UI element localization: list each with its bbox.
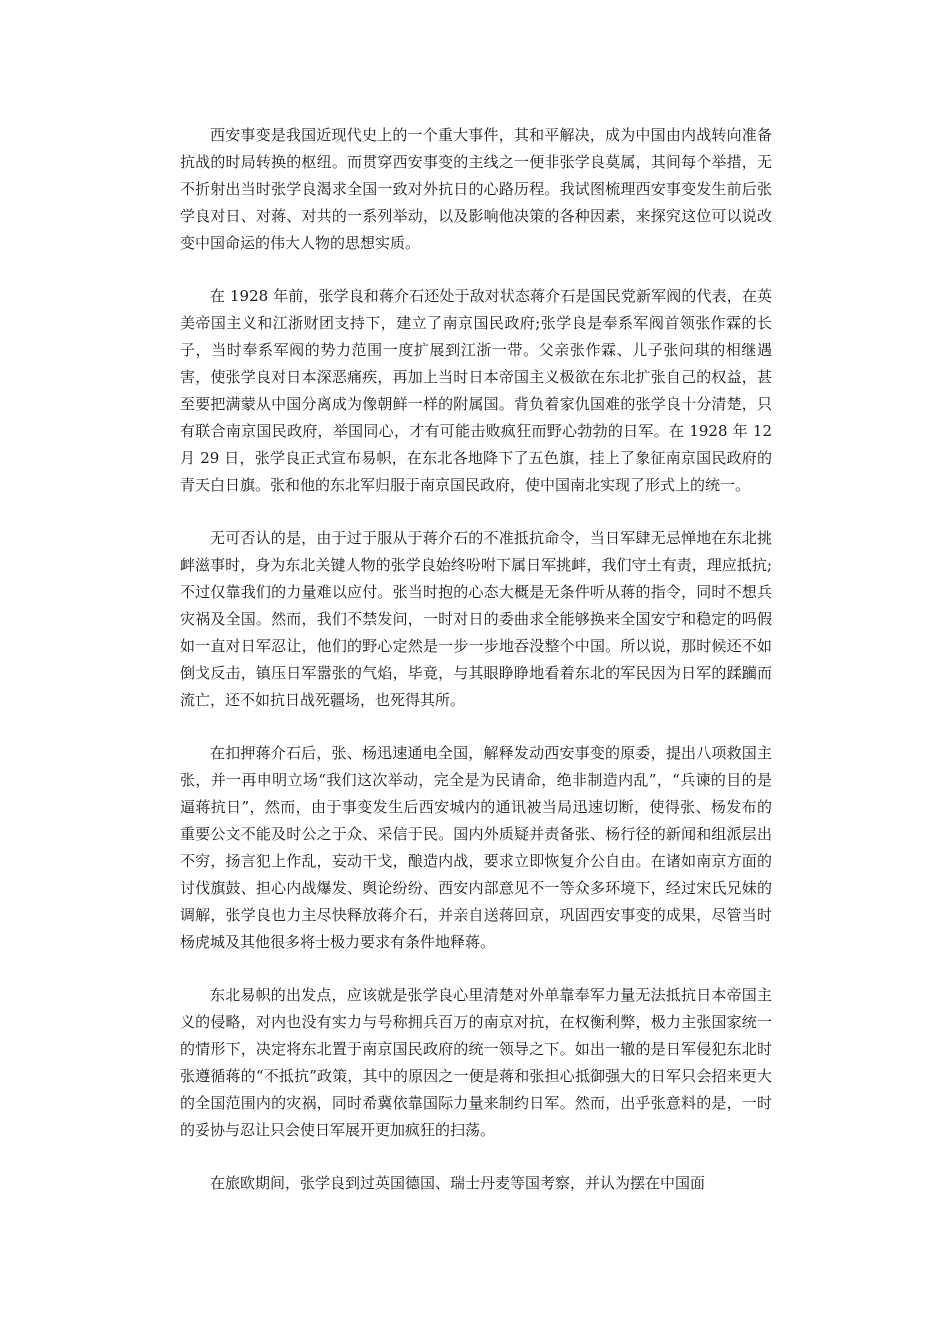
paragraph-1: 西安事变是我国近现代史上的一个重大事件，其和平解决，成为中国由内战转向准备抗战的时局转换的枢纽。而贯穿西安事变的主线之一便非张学良莫属，其间每个举措，无不折射出当时张学良渴求全国一致对外抗日的心路历程。我试图梳理西安事变发生前后张学良对日、对蒋、对共的一系列举动，以及影响他决策的各种因素，来探究这位可以说改变中国命运的伟大人物的思想实质。 <box>180 126 772 252</box>
document-body <box>180 122 772 1223</box>
paragraph-2: 在 1928 年前，张学良和蒋介石还处于敌对状态蒋介石是国民党新军阀的代表，在英美帝国主义和江浙财团支持下，建立了南京国民政府;张学良是奉系军阀首领张作霖的长子，当时奉系军阀的势力范围一度扩展到江浙一带。父亲张作霖、儿子张问琪的相继遇害，使张学良对日本深恶痛疾，再加上当时日本帝国主义极欲在东北扩张自己的权益，甚至要把满蒙从中国分离成为像朝鲜一样的附属国。背负着家仇国难的张学良十分清楚，只有联合南京国民政府，举国同心，才有可能击败疯狂而野心勃勃的日军。在 1928 年 12 月 29 日，张学良正式宣布易帜，在东北各地降下了五色旗，挂上了象征南京国民政府的青天白日旗。张和他的东北军归服于南京国民政府，使中国南北实现了形式上的统一。 <box>180 287 772 494</box>
paragraph-5: 东北易帜的出发点，应该就是张学良心里清楚对外单靠奉军力量无法抵抗日本帝国主义的侵略，对内也没有实力与号称拥兵百万的南京对抗，在权衡利弊，极力主张国家统一的情形下，决定将东北置于南京国民政府的统一领导之下。如出一辙的是日军侵犯东北时张遵循蒋的“不抵抗”政策，其中的原因之一便是蒋和张担心抵御强大的日军只会招来更大的全国范围内的灾祸，同时希冀依靠国际力量来制约日军。然而，出乎张意料的是，一时的妥协与忍让只会使日军展开更加疯狂的扫荡。 <box>180 986 772 1139</box>
paragraph-4: 在扣押蒋介石后，张、杨迅速通电全国，解释发动西安事变的原委，提出八项救国主张，并一再申明立场“我们这次举动，完全是为民请命，绝非制造内乱”，“兵谏的目的是逼蒋抗日”，然而，由于事变发生后西安城内的通讯被当局迅速切断，使得张、杨发布的重要公文不能及时公之于众、采信于民。国内外质疑并责备张、杨行径的新闻和组派层出不穷，扬言犯上作乱，妄动干戈，酿造内战，要求立即恢复介公自由。在诸如南京方面的讨伐旗鼓、担心内战爆发、舆论纷纷、西安内部意见不一等众多环境下，经过宋氏兄妹的调解，张学良也力主尽快释放蒋介石，并亲自送蒋回京，巩固西安事变的成果，尽管当时杨虎城及其他很多将士极力要求有条件地释蒋。 <box>180 744 772 951</box>
paragraph-3: 无可否认的是，由于过于服从于蒋介石的不准抵抗命令，当日军肆无忌惮地在东北挑衅滋事时，身为东北关键人物的张学良始终吩咐下属日军挑衅，我们守土有责，理应抵抗;不过仅靠我们的力量难以应付。张当时抱的心态大概是无条件听从蒋的指令，同时不想兵灾祸及全国。然而，我们不禁发问，一时对日的委曲求全能够换来全国安宁和稳定的吗假如一直对日军忍让，他们的野心定然是一步一步地吞没整个中国。所以说，那时候还不如倒戈反击，镇压日军嚣张的气焰，毕竟，与其眼睁睁地看着东北的军民因为日军的蹂躏而流亡，还不如抗日战死疆场，也死得其所。 <box>180 529 772 709</box>
paragraph-6: 在旅欧期间，张学良到过英国德国、瑞士丹麦等国考察，并认为摆在中国面 <box>210 1174 706 1192</box>
